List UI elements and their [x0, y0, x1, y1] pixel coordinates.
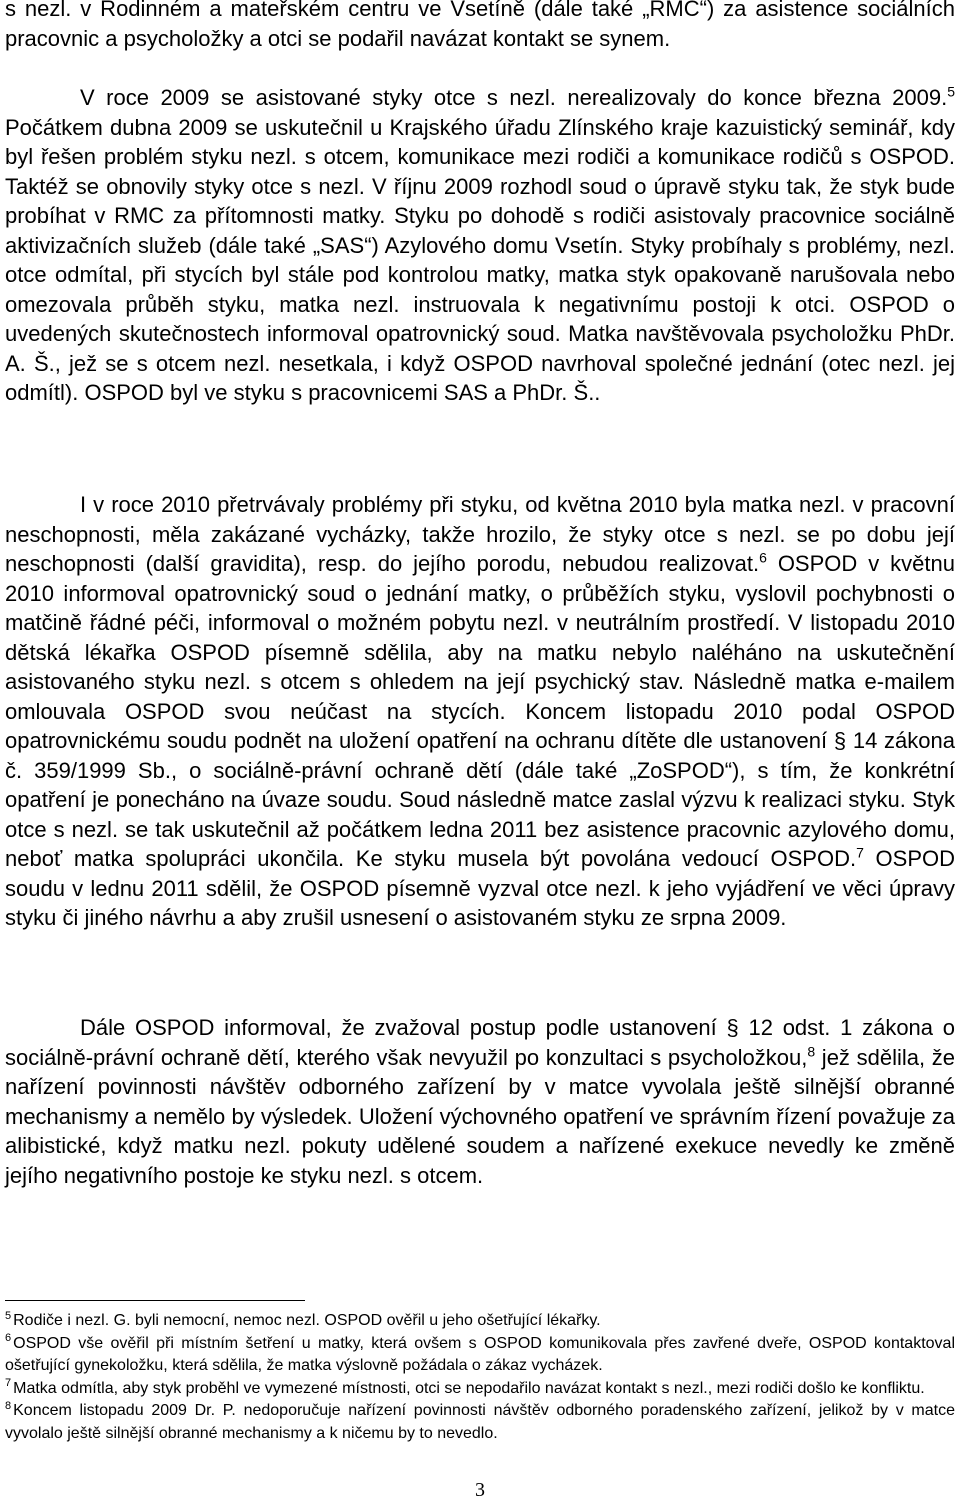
footnote-text: Rodiče i nezl. G. byli nemocní, nemoc nezl. OSPOD ověřil u jeho ošetřující lékařky. [13, 1312, 601, 1329]
footnote-text: OSPOD vše ověřil při místním šetření u matky, která ovšem s OSPOD komunikovala přes zavřené dveře, OSPOD kontaktoval ošetřující gynekoložku, která sdělila, že matka výslovně požádala o zákaz vycházek. [5, 1334, 955, 1374]
paragraph-1-text: s nezl. v Rodinném a mateřském centru ve Vsetíně (dále také „RMC“) za asistence sociálních pracovnic a psycholožky a otci se podařil navázat kontakt se synem. [5, 0, 955, 51]
paragraph-3-text-a: I v roce 2010 přetrvávaly problémy při styku, od května 2010 byla matka nezl. v pracovní neschopnosti, měla zakázané vycházky, takže hrozilo, že styky otce s nezl. se po dobu její neschopnosti (další gravidita), resp. do jejího porodu, nebudou realizovat. [5, 492, 955, 576]
footnote-ref-7[interactable]: 7 [856, 844, 864, 861]
footnote-number: 7 [5, 1377, 12, 1390]
paragraph-3 [5, 490, 955, 933]
footnote-7 [5, 1378, 955, 1401]
footnotes [5, 1310, 955, 1445]
footnote-6 [5, 1333, 955, 1378]
footnote-number: 6 [5, 1332, 12, 1345]
footnote-ref-5[interactable]: 5 [947, 83, 955, 100]
footnote-number: 5 [5, 1309, 12, 1322]
paragraph-3-text-b: OSPOD v květnu 2010 informoval opatrovnický soud o jednání matky, o průběžích styku, vyslovil pochybnosti o matčině řádné péči, informoval o možném pobytu nezl. v neutrálním prostředí. V listopadu 2010 dětská lékařka OSPOD písemně sdělila, aby na matku nebylo naléháno na uskutečnění asistovaného styku nezl. s otcem s ohledem na její psychický stav. Následně matka e-mailem omlouvala OSPOD svou neúčast na stycích. Koncem listopadu 2010 podal OSPOD opatrovnickému soudu podnět na uložení opatření na ochranu dítěte dle ustanovení § 14 zákona č. 359/1999 Sb., o sociálně-právní ochraně dětí (dále také „ZoSPOD“), s tím, že konkrétní opatření je ponecháno na úvaze soudu. Soud následně matce zaslal výzvu k realizaci styku. Styk otce s nezl. se tak uskutečnil až počátkem ledna 2011 bez asistence pracovnic azylového domu, neboť matka spolupráci ukončila. Ke styku musela být povolána vedoucí OSPOD. [5, 551, 955, 871]
paragraph-2 [5, 83, 955, 408]
paragraph-2-text-b: Počátkem dubna 2009 se uskutečnil u Krajského úřadu Zlínského kraje kazuistický seminář, kdy byl řešen problém styku nezl. s otcem, komunikace mezi rodiči a komunikace rodičů s OSPOD. Taktéž se obnovily styky otce s nezl. V říjnu 2009 rozhodl soud o úpravě styku tak, že styk bude probíhat v RMC za přítomnosti matky. Styku po dohodě s rodiči asistovaly pracovnice sociálně aktivizačních služeb (dále také „SAS“) Azylového domu Vsetín. Styky probíhaly s problémy, nezl. otce odmítal, při stycích byl stále pod kontrolou matky, matka styk opakovaně narušovala nebo omezovala průběh styku, matka nezl. instruovala k negativnímu postoji k otci. OSPOD o uvedených skutečnostech informoval opatrovnický soud. Matka navštěvovala psycholožku PhDr. A. Š., jež se s otcem nezl. nesetkala, i když OSPOD navrhoval společné jednání (otec nezl. jej odmítl). OSPOD byl ve styku s pracovnicemi SAS a PhDr. Š.. [5, 114, 955, 405]
paragraph-4-text-a: Dále OSPOD informoval, že zvažoval postup podle ustanovení § 12 odst. 1 zákona o sociálně-právní ochraně dětí, kterého však nevyužil po konzultaci s psycholožkou, [5, 1015, 955, 1070]
paragraph-4-text-b: jež sdělila, že nařízení povinnosti návštěv odborného zařízení by v matce vyvolala ještě silnější obranné mechanismy a nemělo by výsledek. Uložení výchovného opatření ve správním řízení považuje za alibistické, když matku nezl. pokuty udělené soudem a nařízené exekuce nevedly ke změně jejího negativního postoje ke styku nezl. s otcem. [5, 1044, 955, 1188]
paragraph-4 [5, 1013, 955, 1190]
paragraph-3-text-c: OSPOD soudu v lednu 2011 sdělil, že OSPOD písemně vyzval otce nezl. k jeho vyjádření ve věci úpravy styku či jiného návrhu a aby zrušil usnesení o asistovaném styku ze srpna 2009. [5, 846, 955, 930]
footnote-number: 8 [5, 1399, 12, 1412]
footnote-ref-8[interactable]: 8 [807, 1043, 816, 1060]
footnote-8 [5, 1400, 955, 1445]
footnote-text: Matka odmítla, aby styk proběhl ve vymezené místnosti, otci se nepodařilo navázat kontakt s nezl., mezi rodiči došlo ke konfliktu. [13, 1379, 925, 1397]
footnote-separator [5, 1300, 305, 1301]
paragraph-2-text-a: V roce 2009 se asistované styky otce s nezl. nerealizovaly do konce března 2009. [80, 85, 948, 110]
page-number: 3 [475, 1479, 485, 1501]
footnote-text: Koncem listopadu 2009 Dr. P. nedoporučuje nařízení povinnosti návštěv odborného poradenského zařízení, jelikož by v matce vyvolalo ještě silnější obranné mechanismy a k ničemu by to nevedlo. [5, 1402, 955, 1442]
paragraph-1 [5, 0, 955, 53]
footnote-ref-6[interactable]: 6 [759, 549, 767, 566]
footnote-5 [5, 1310, 955, 1333]
